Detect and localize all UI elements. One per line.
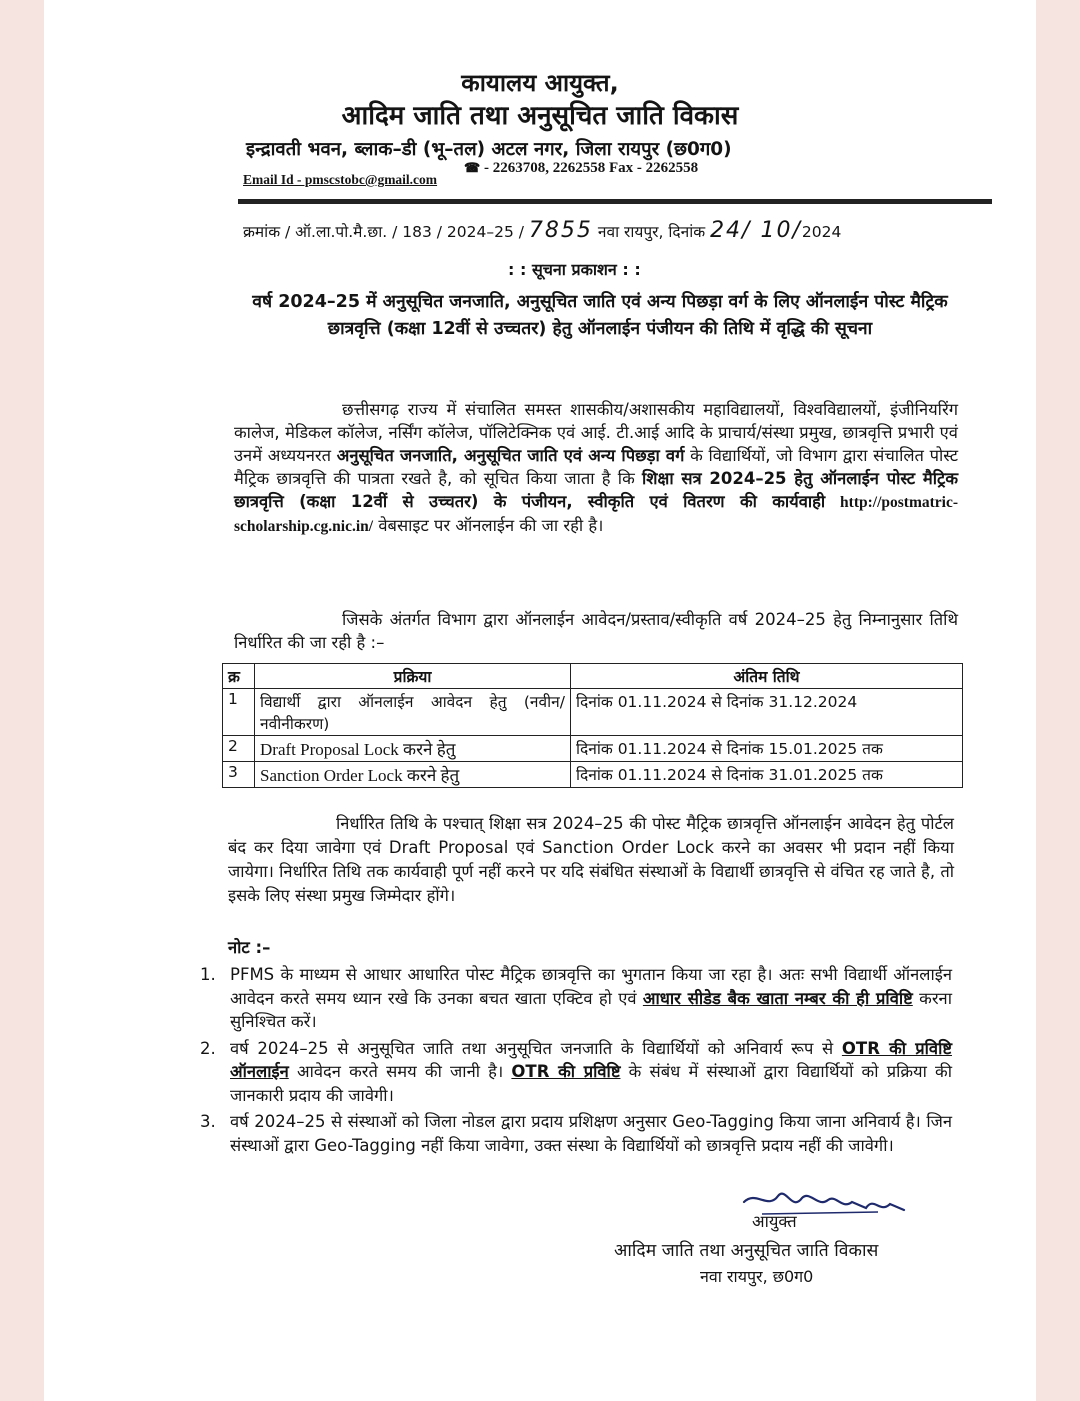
col-header-date: अंतिम तिथि: [571, 664, 963, 689]
reference-number: 7855: [528, 218, 593, 243]
phone-line: [464, 160, 698, 177]
phone-numbers: - 2263708, 2262558 Fax - 2262558: [483, 160, 699, 176]
paragraph-2: [234, 608, 958, 654]
para1-text: छत्तीसगढ़ राज्य में संचालित समस्त शासकीय/अशासकीय महाविद्यालयों, विश्वविद्यालयों, इंजीनियरिंग कालेज, मेडिकल कॉलेज, नर्सिंग कॉलेज, पॉलिटेक्निक एवं आई. टी.आई आदि के प्राचार्य/संस्था प्रमुख, छात्रवृत्ति प्रभारी एवं उनमें अध्ययनरत: [234, 400, 958, 465]
col-header-no: क्र: [223, 664, 255, 689]
place-date-label: नवा रायपुर, दिनांक: [597, 223, 706, 241]
signatory-place: नवा रायपुर, छ0ग0: [700, 1267, 814, 1286]
table-row: [223, 736, 963, 762]
note-item: [196, 1110, 952, 1157]
note-item: [196, 1037, 952, 1108]
paragraph-3: [228, 812, 954, 908]
telephone-icon: ☎: [464, 160, 481, 175]
note-number: 1.: [200, 965, 216, 984]
note-highlight: आधार सीडेड बैक खाता नम्बर की ही प्रविष्टि: [642, 988, 913, 1008]
office-address: इन्द्रावती भवन, ब्लाक–डी (भू–तल) अटल नगर, जिला रायपुर (छ0ग0): [246, 139, 732, 160]
paragraph-1: [234, 398, 958, 538]
note-text: करना सुनिश्चित करें।: [230, 988, 952, 1031]
schedule-table: [222, 663, 963, 788]
col-header-process: प्रक्रिया: [255, 664, 571, 689]
reference-prefix: क्रमांक / ऑ.ला.पो.मै.छा. / 183 / 2024–25 /: [243, 223, 524, 241]
reference-year: 2024: [801, 223, 842, 241]
note-highlight: OTR की प्रविष्टि: [511, 1062, 621, 1081]
signatory-department: आदिम जाति तथा अनुसूचित जाति विकास: [614, 1241, 879, 1261]
reference-line: [243, 218, 841, 243]
row-process: विद्यार्थी द्वारा ऑनलाईन आवेदन हेतु (नवीन/ नवीनीकरण): [255, 689, 571, 736]
note-text: वर्ष 2024–25 से अनुसूचित जाति तथा अनुसूचित जनजाति के विद्यार्थियों को अनिवार्य रूप से: [230, 1038, 834, 1058]
row-no: 2: [223, 736, 255, 762]
notes-list: [196, 963, 952, 1160]
row-date: दिनांक 01.11.2024 से दिनांक 31.12.2024: [571, 689, 963, 736]
row-no: 3: [223, 762, 255, 788]
table-header-row: [223, 664, 963, 689]
handwritten-date: 24/ 10/: [710, 218, 802, 243]
signatory-title: आयुक्त: [752, 1212, 797, 1231]
note-text: PFMS के माध्यम से आधार आधारित पोस्ट मैट्रिक छात्रवृत्ति का भुगतान किया जा रहा है। अतः सभी विद्यार्थी ऑनलाईन आवेदन करते समय ध्यान रखे कि उनका बचत खाता एक्टिव हो एवं: [230, 965, 952, 1008]
para3-text: निर्धारित तिथि के पश्चात् शिक्षा सत्र 2024–25 की पोस्ट मैट्रिक छात्रवृत्ति ऑनलाईन आवेदन हेतु पोर्टल बंद कर दिया जावेगा एवं Draft Proposal एवं Sanction Order Lock करने का अवसर भी प्रदान नहीं किया जायेगा। निर्धारित तिथि तक कार्यवाही पूर्ण नहीं करने पर यदि संबंधित संस्थाओं के विद्यार्थी छात्रवृत्ति से वंचित रह जाते है, तो इसके लिए संस्था प्रमुख जिम्मेदार होंगे।: [228, 814, 954, 905]
note-text: वर्ष 2024–25 से संस्थाओं को जिला नोडल द्वारा प्रदाय प्रशिक्षण अनुसार Geo-Tagging किया जाना अनिवार्य है। जिन संस्थाओं द्वारा Geo-Tagging नहीं किया जावेगा, उक्त संस्था के विद्यार्थियों को छात्रवृत्ति प्रदाय नहीं की जावेगी।: [230, 1112, 952, 1155]
para2-text: जिसके अंतर्गत विभाग द्वारा ऑनलाईन आवेदन/प्रस्ताव/स्वीकृति वर्ष 2024–25 हेतु निम्नानुसार तिथि निर्धारित की जा रही है :–: [234, 610, 958, 652]
note-item: [196, 963, 952, 1034]
para1-text-2: के विद्यार्थियों, जो विभाग द्वारा संचालित पोस्ट मैट्रिक छात्रवृत्ति की पात्रता रखते है, को सूचित किया जाता है कि: [234, 446, 959, 488]
row-no: 1: [223, 689, 255, 736]
para1-bold-groups: अनुसूचित जनजाति, अनुसूचित जाति एवं अन्य पिछड़ा वर्ग: [336, 446, 685, 465]
table-row: [223, 762, 963, 788]
note-highlight: OTR की प्रविष्टि ऑनलाईन: [230, 1038, 952, 1081]
note-number: 3.: [200, 1112, 216, 1131]
row-date: दिनांक 01.11.2024 से दिनांक 31.01.2025 तक: [571, 762, 963, 788]
note-number: 2.: [200, 1038, 216, 1058]
note-text: आवेदन करते समय की जानी है।: [296, 1062, 504, 1081]
row-date: दिनांक 01.11.2024 से दिनांक 15.01.2025 तक: [571, 736, 963, 762]
department-title: आदिम जाति तथा अनुसूचित जाति विकास: [341, 101, 739, 131]
note-label: नोट :–: [228, 938, 271, 957]
row-process: Draft Proposal Lock करने हेतु: [255, 736, 571, 762]
header-divider: [238, 199, 992, 204]
table-row: [223, 689, 963, 736]
email-line: Email Id - pmscstobc@gmail.com: [243, 172, 438, 187]
notice-subject: वर्ष 2024–25 में अनुसूचित जनजाति, अनुसूचित जाति एवं अन्य पिछड़ा वर्ग के लिए ऑनलाईन पोस्ट मैट्रिक छात्रवृत्ति (कक्षा 12वीं से उच्चतर) हेतु ऑनलाईन पंजीयन की तिथि में वृद्धि की सूचना: [252, 292, 948, 339]
row-process: Sanction Order Lock करने हेतु: [255, 762, 571, 788]
scholarship-url: http://postmatric-scholarship.cg.nic.in/: [234, 494, 958, 535]
para1-text-3: वेबसाइट पर ऑनलाईन की जा रही है।: [378, 516, 604, 535]
para1-bold-session: शिक्षा सत्र 2024–25 हेतु ऑनलाईन पोस्ट मैट्रिक छात्रवृत्ति (कक्षा 12वीं से उच्चतर) के पंजीयन, स्वीकृति एवं वितरण की कार्यवाही: [234, 469, 958, 511]
notice-label: : : सूचना प्रकाशन : :: [508, 260, 641, 279]
note-text: के संबंध में संस्थाओं द्वारा विद्यार्थियों को प्रक्रिया की जानकारी प्रदाय की जावेगी।: [230, 1062, 953, 1105]
office-title: कायालय आयुक्त,: [461, 69, 619, 97]
